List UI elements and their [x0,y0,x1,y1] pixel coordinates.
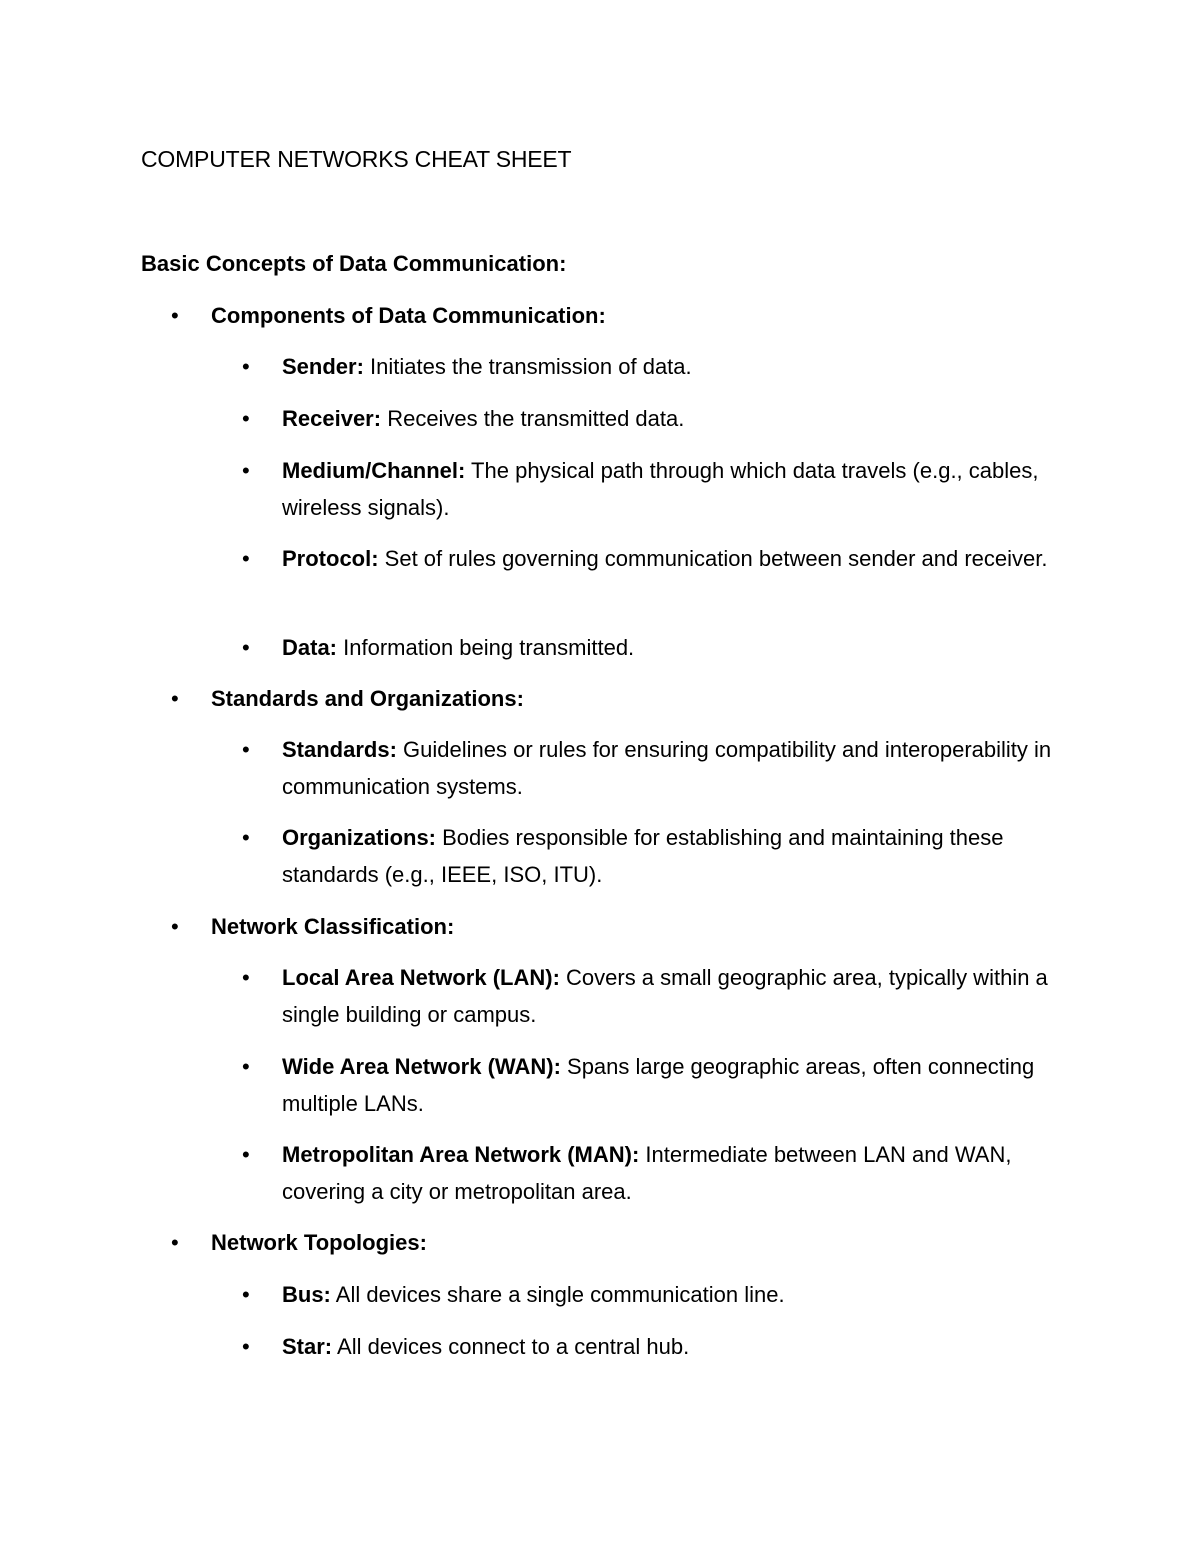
bullet: • [171,303,179,328]
item-term: Data: [282,635,338,660]
group-heading-components [171,297,1111,334]
item-description: Receives the transmitted data. [381,406,685,431]
bullet: • [171,1230,179,1255]
group-heading-topologies [171,1224,1111,1261]
item-description: Guidelines or rules for ensuring compatibility and interoperability in communication systems. [282,737,1052,799]
item-term: Receiver: [282,406,382,431]
item-description: The physical path through which data travels (e.g., cables, wireless signals). [282,458,1039,520]
bullet: • [242,1334,250,1359]
item-term: Standards: [282,737,397,762]
group-heading-label: Components of Data Communication: [211,303,606,328]
group-heading-classification [171,908,1111,945]
list-item-organizations [242,819,1072,893]
list-item-bus [242,1276,1072,1313]
group-heading-standards [171,680,1111,717]
item-description: All devices share a single communication line. [330,1282,785,1307]
item-term: Protocol: [282,546,379,571]
item-term: Metropolitan Area Network (MAN): [282,1142,640,1167]
item-term: Organizations: [282,825,437,850]
document-title: COMPUTER NETWORKS CHEAT SHEET [141,146,572,172]
item-description: Covers a small geographic area, typically within a single building or campus. [282,965,1048,1027]
bullet: • [242,965,250,990]
item-description: Initiates the transmission of data. [363,354,692,379]
list-item-medium-channel [242,452,1072,526]
list-item-protocol [242,540,1072,577]
list-item-data [242,629,1072,666]
section-heading: Basic Concepts of Data Communication: [141,251,567,276]
item-term: Sender: [282,354,364,379]
list-item-receiver [242,400,1072,437]
item-description: Information being transmitted. [337,635,635,660]
item-term: Bus: [282,1282,331,1307]
group-heading-label: Network Classification: [211,914,455,939]
item-description: Intermediate between LAN and WAN, covering a city or metropolitan area. [282,1142,1012,1204]
list-item-lan [242,959,1072,1033]
bullet: • [171,914,179,939]
list-item-standards [242,731,1072,805]
bullet: • [242,354,250,379]
item-description: All devices connect to a central hub. [332,1334,690,1359]
bullet: • [242,737,250,762]
bullet: • [242,635,250,660]
bullet: • [242,1142,250,1167]
item-term: Star: [282,1334,333,1359]
item-term: Local Area Network (LAN): [282,965,560,990]
item-term: Medium/Channel: [282,458,466,483]
bullet: • [242,1282,250,1307]
bullet: • [171,686,179,711]
item-description: Bodies responsible for establishing and maintaining these standards (e.g., IEEE, ISO, ITU). [282,825,1004,887]
list-item-sender [242,348,1072,385]
group-heading-label: Standards and Organizations: [211,686,524,711]
item-term: Wide Area Network (WAN): [282,1054,561,1079]
item-description: Set of rules governing communication between sender and receiver. [378,546,1048,571]
bullet: • [242,1054,250,1079]
list-item-man [242,1136,1072,1210]
bullet: • [242,825,250,850]
bullet: • [242,406,250,431]
item-description: Spans large geographic areas, often connecting multiple LANs. [282,1054,1035,1116]
bullet: • [242,546,250,571]
bullet: • [242,458,250,483]
list-item-wan [242,1048,1072,1122]
group-heading-label: Network Topologies: [211,1230,427,1255]
list-item-star [242,1328,1072,1365]
